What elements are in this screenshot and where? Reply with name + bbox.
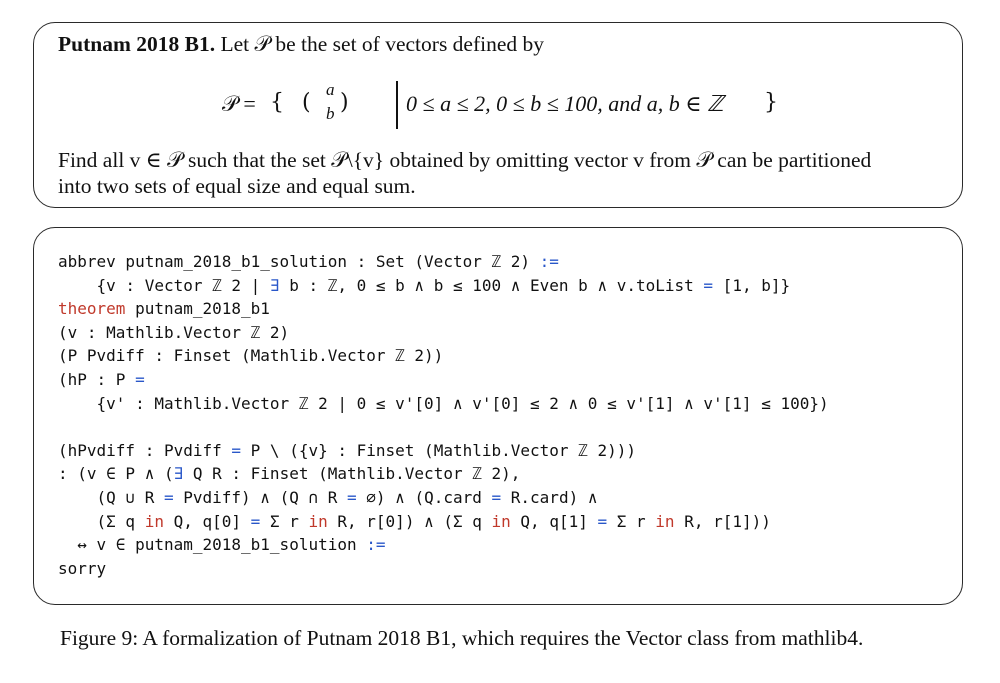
code-line: (Σ q in Q, q[0] = Σ r in R, r[0]) ∧ (Σ q in Q, q[1] = Σ r in R, r[1])) xyxy=(58,511,771,531)
problem-body xyxy=(58,147,871,199)
problem-title: Putnam 2018 B1. xyxy=(58,32,216,56)
set-builder-bar xyxy=(396,81,398,129)
problem-body-line: Find all v ∈ 𝒫 such that the set 𝒫\{v} obtained by omitting vector v from 𝒫 can be partitioned xyxy=(58,148,872,172)
code-line: (hP : P = xyxy=(58,369,145,389)
left-paren: ( xyxy=(302,90,311,115)
code-line: : (v ∈ P ∧ (∃ Q R : Finset (Mathlib.Vector ℤ 2), xyxy=(58,464,521,484)
code-line: abbrev putnam_2018_b1_solution : Set (Vector ℤ 2) := xyxy=(58,252,559,271)
right-brace: } xyxy=(764,90,778,115)
lean-code-block xyxy=(58,250,829,580)
problem-statement-box xyxy=(33,22,963,208)
code-line: theorem putnam_2018_b1 xyxy=(58,299,270,319)
code-line: {v : Vector ℤ 2 | ∃ b : ℤ, 0 ≤ b ∧ b ≤ 100 ∧ Even b ∧ v.toList = [1, b]} xyxy=(58,275,791,295)
set-definition-formula xyxy=(222,77,782,133)
vector-bottom-entry: b xyxy=(326,104,335,123)
code-line: (Q ∪ R = Pvdiff) ∧ (Q ∩ R = ∅) ∧ (Q.card = R.card) ∧ xyxy=(58,487,598,507)
lean-code-box xyxy=(33,227,963,605)
vector-top-entry: a xyxy=(326,80,335,99)
problem-intro: Let 𝒫 be the set of vectors defined by xyxy=(215,32,545,56)
formula-lhs: 𝒫 = xyxy=(222,91,256,116)
formula-condition: 0 ≤ a ≤ 2, 0 ≤ b ≤ 100, and a, b ∈ ℤ xyxy=(406,91,724,116)
code-line: (P Pvdiff : Finset (Mathlib.Vector ℤ 2)) xyxy=(58,346,444,366)
code-line: (v : Mathlib.Vector ℤ 2) xyxy=(58,322,290,342)
code-line: {v' : Mathlib.Vector ℤ 2 | 0 ≤ v'[0] ∧ v'[0] ≤ 2 ∧ 0 ≤ v'[1] ∧ v'[1] ≤ 100}) xyxy=(58,393,829,413)
right-paren: ) xyxy=(340,90,349,115)
code-line xyxy=(58,415,829,439)
code-line: ↔ v ∈ putnam_2018_b1_solution := xyxy=(58,535,386,555)
code-line: (hPvdiff : Pvdiff = P \ ({v} : Finset (Mathlib.Vector ℤ 2))) xyxy=(58,440,636,460)
code-line: sorry xyxy=(58,558,107,578)
problem-body-line: into two sets of equal size and equal sum. xyxy=(58,174,416,198)
left-brace: { xyxy=(270,90,284,115)
figure-caption: Figure 9: A formalization of Putnam 2018 B1, which requires the Vector class from mathlib4. xyxy=(60,626,864,650)
problem-heading xyxy=(58,31,544,57)
